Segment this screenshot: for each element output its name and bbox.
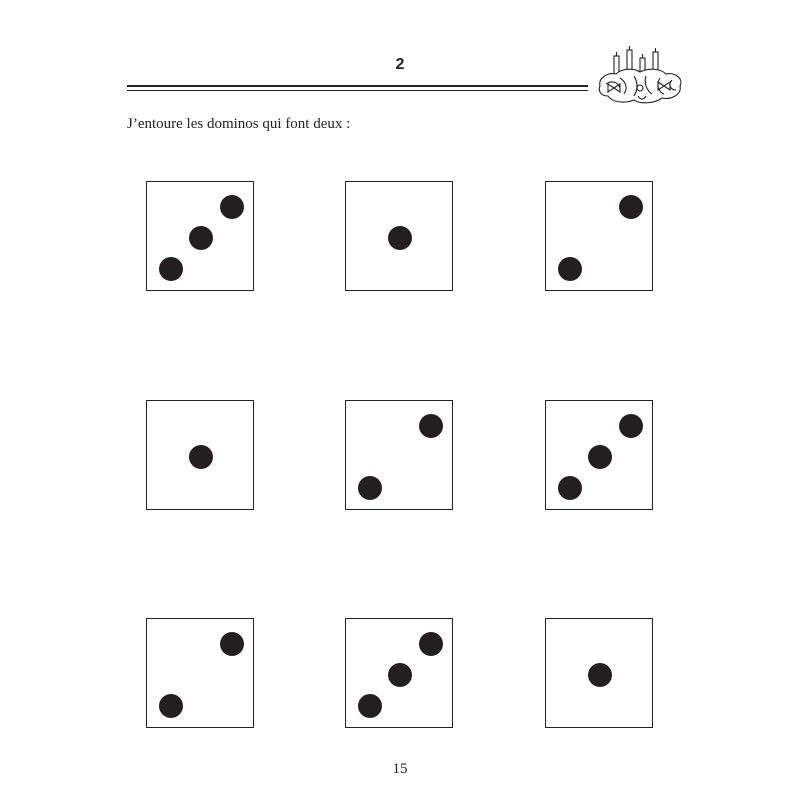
domino-pip [558,476,582,500]
domino-pip [388,226,412,250]
domino-tile [146,618,254,728]
domino-pip [220,195,244,219]
domino-pip [220,632,244,656]
domino-tile [345,400,453,510]
domino-tile [146,400,254,510]
domino-tile [545,181,653,291]
section-number: 2 [395,56,405,73]
domino-tile [345,618,453,728]
advent-wreath-icon [594,44,686,106]
domino-pip [159,694,183,718]
page-number: 15 [392,761,408,777]
domino-tile [345,181,453,291]
domino-pip [419,414,443,438]
domino-pip [189,226,213,250]
domino-pip [558,257,582,281]
domino-pip [388,663,412,687]
domino-pip [588,445,612,469]
header-rule-thick [127,85,588,87]
instruction-text: J’entoure les dominos qui font deux : [127,116,351,132]
domino-pip [419,632,443,656]
domino-tile [146,181,254,291]
domino-pip [189,445,213,469]
domino-pip [619,414,643,438]
domino-pip [619,195,643,219]
domino-tile [545,400,653,510]
domino-tile [545,618,653,728]
domino-pip [358,476,382,500]
domino-pip [588,663,612,687]
domino-pip [159,257,183,281]
domino-pip [358,694,382,718]
header-rule-thin [127,90,588,91]
